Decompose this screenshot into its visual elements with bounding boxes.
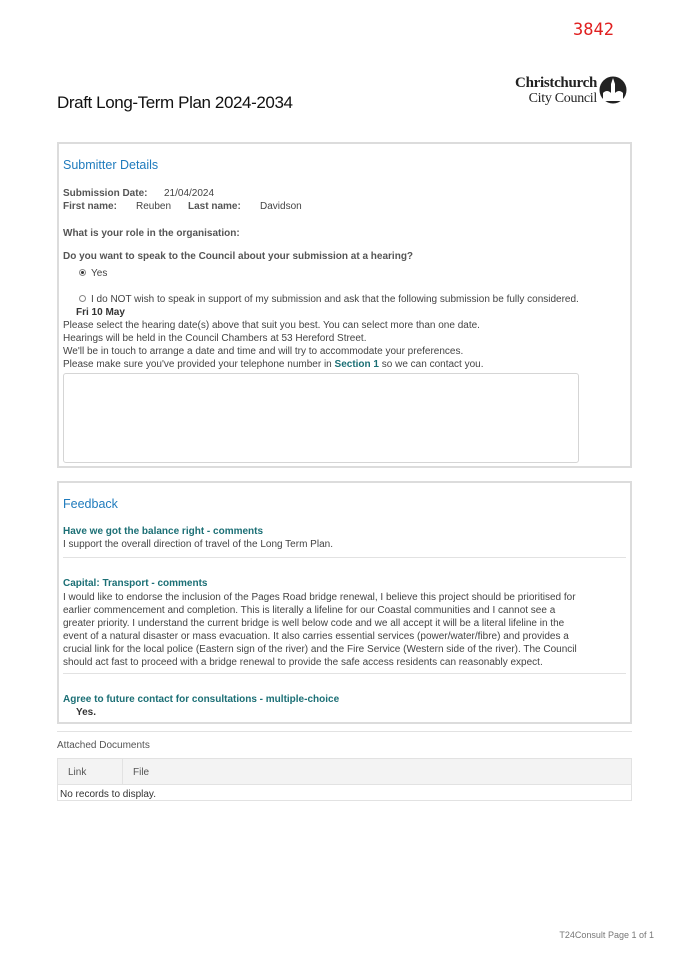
role-question: What is your role in the organisation: [63, 228, 240, 239]
logo-line2: City Council [528, 91, 597, 106]
info-line-1: Please select the hearing date(s) above that suit you best. You can select more than one date. [63, 320, 480, 331]
transport-answer-line: I would like to endorse the inclusion of the Pages Road bridge renewal, I believe this project should be prioritised for [63, 592, 576, 603]
transport-answer-line: should act fast to proceed with a bridge renewal to provide the safe access residents can reasonably expect. [63, 657, 543, 668]
first-name-value: Reuben [136, 201, 172, 212]
page-number: 3842 [573, 20, 614, 40]
hearing-date: Fri 10 May [76, 307, 125, 318]
footer-app-name: T24Consult [559, 930, 606, 940]
logo-line1: Christchurch [515, 75, 597, 91]
submission-date-label: Submission Date: [63, 188, 148, 199]
feedback-divider-1 [63, 557, 626, 558]
submission-date-value: 21/04/2024 [164, 188, 215, 199]
column-divider [122, 759, 123, 785]
feedback-heading: Feedback [63, 497, 118, 511]
attached-documents-label: Attached Documents [57, 740, 150, 751]
cathedral-logo-icon [599, 75, 627, 105]
transport-question-title: Capital: Transport - comments [63, 578, 208, 589]
balance-question-title: Have we got the balance right - comments [63, 526, 264, 537]
transport-answer-line: crucial link for the local police (Eastern sign of the river) and the Fire Service (Western side of the river). The Council [63, 644, 577, 655]
feedback-divider-2 [63, 673, 626, 674]
attachments-divider [57, 731, 632, 732]
hearing-no-radio[interactable] [79, 295, 86, 302]
hearing-yes-radio[interactable] [79, 269, 86, 276]
transport-answer-line: event of a natural disaster or mass evacuation. It also carries essential services (power/water/fibre) and provides a [63, 631, 569, 642]
future-contact-question-title: Agree to future contact for consultations - multiple-choice [63, 694, 340, 705]
attachments-table-header [58, 759, 631, 785]
info-line-2: Hearings will be held in the Council Chambers at 53 Hereford Street. [63, 333, 367, 344]
page-footer [559, 930, 654, 940]
last-name-value: Davidson [260, 201, 302, 212]
feedback-panel [57, 481, 632, 724]
info-line-4 [63, 359, 484, 370]
submitter-heading: Submitter Details [63, 158, 159, 172]
info-line-4-prefix: Please make sure you've provided your telephone number in [63, 359, 332, 370]
transport-answer-line: greater priority. I understand the current bridge is well below code and we all accept it will be a literal lifeline in the [63, 618, 565, 629]
no-records-message: No records to display. [60, 789, 156, 800]
council-logo [500, 74, 630, 108]
column-header-file[interactable]: File [133, 767, 150, 778]
transport-answer-line: earlier commencement and completion. This is literally a lifeline for our Coastal communities and I cannot see a [63, 605, 556, 616]
first-name-label: First name: [63, 201, 117, 212]
footer-page-info: Page 1 of 1 [607, 930, 654, 940]
attachments-table [57, 758, 632, 801]
info-line-3: We'll be in touch to arrange a date and time and will try to accommodate your preferences. [63, 346, 464, 357]
last-name-label: Last name: [188, 201, 241, 212]
transport-answer [63, 591, 583, 669]
submitter-details-panel [57, 142, 632, 468]
hearing-question: Do you want to speak to the Council about your submission at a hearing? [63, 251, 414, 262]
section-1-link[interactable]: Section 1 [334, 359, 379, 370]
balance-answer: I support the overall direction of travel of the Long Term Plan. [63, 539, 333, 550]
page-title: Draft Long-Term Plan 2024-2034 [57, 93, 293, 112]
future-contact-answer: Yes. [76, 707, 97, 718]
submission-comment-textarea[interactable] [63, 373, 579, 463]
column-header-link[interactable]: Link [68, 767, 87, 778]
hearing-no-label: I do NOT wish to speak in support of my submission and ask that the following submission be fully considered. [91, 294, 579, 305]
info-line-4-suffix: so we can contact you. [381, 359, 484, 370]
hearing-yes-label: Yes [91, 268, 108, 279]
